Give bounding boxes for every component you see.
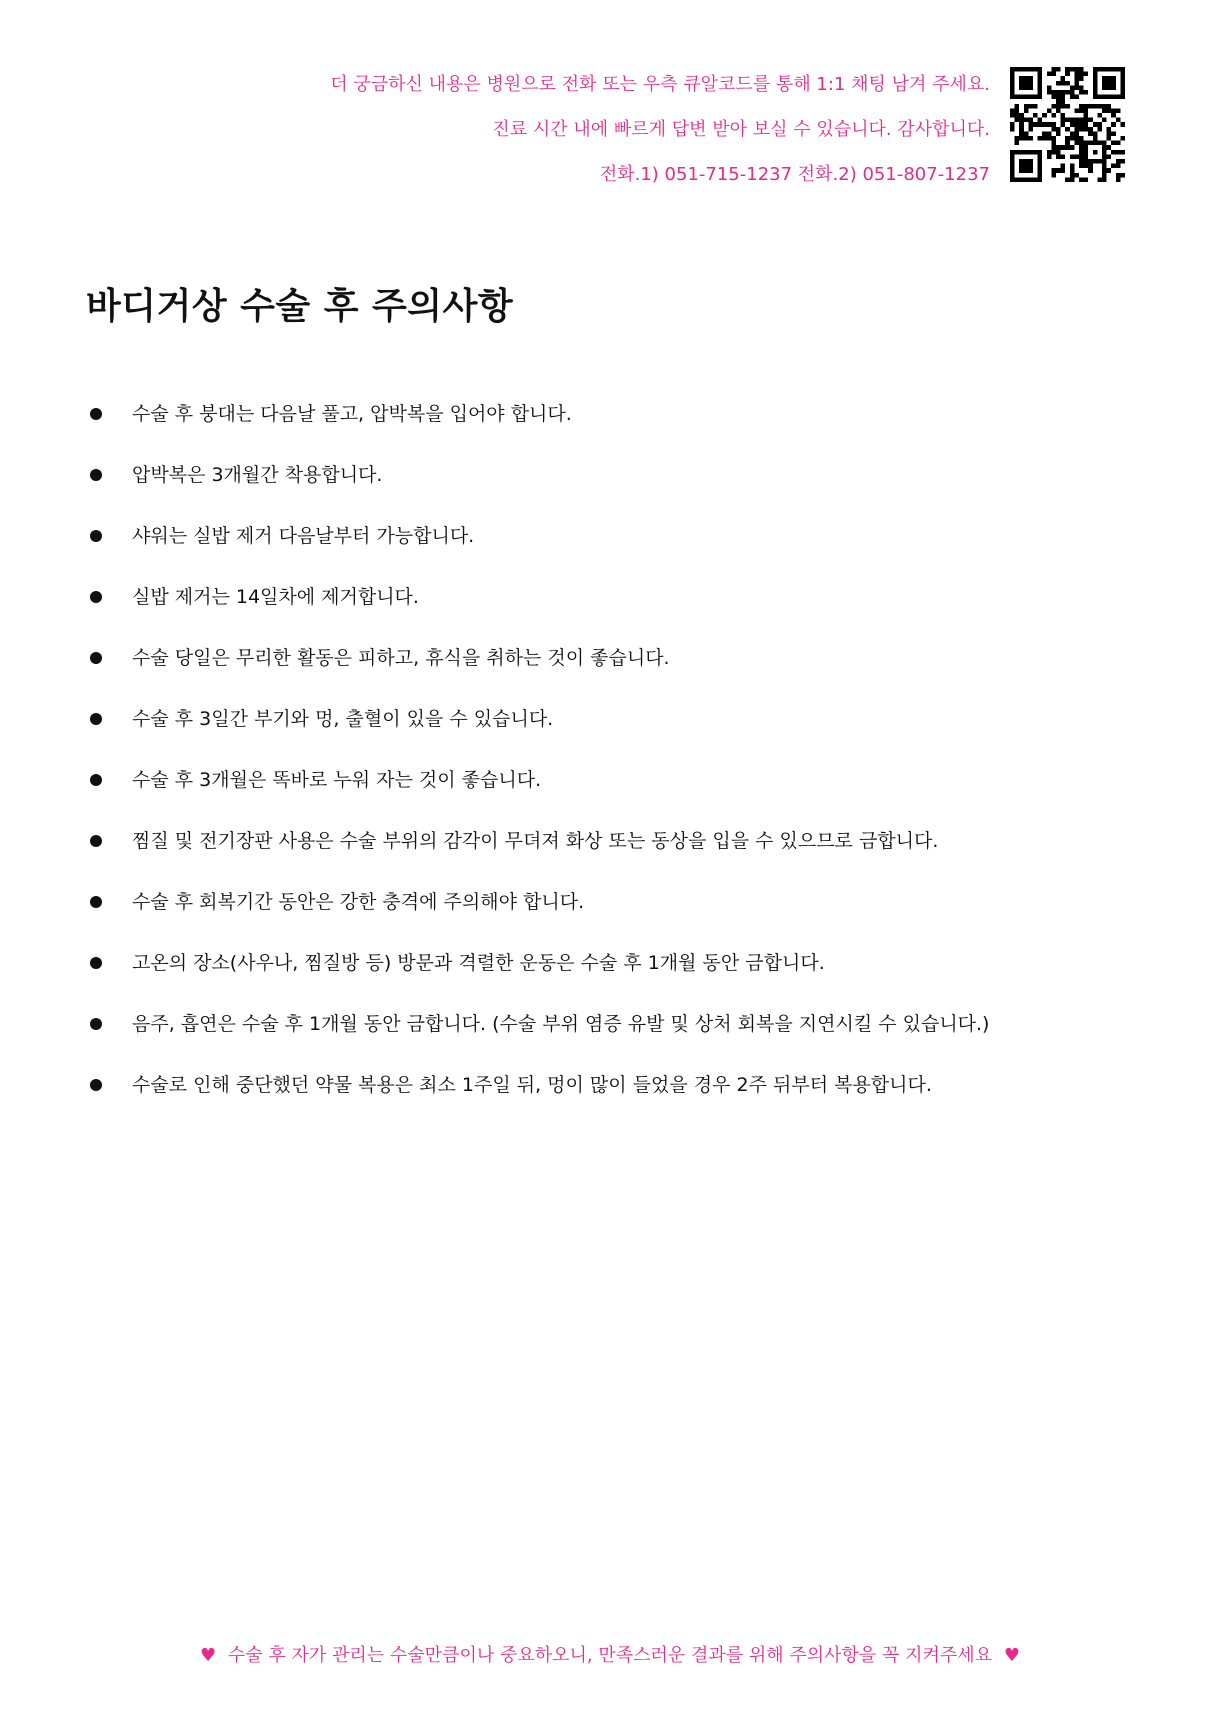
footer-reminder-text: 수술 후 자가 관리는 수술만큼이나 중요하오니, 만족스러운 결과를 위해 주의사항을 꼭 지켜주세요 [227, 1645, 993, 1666]
page-title: 바디거상 수술 후 주의사항 [86, 286, 514, 327]
list-item-text: 수술 후 붕대는 다음날 풀고, 압박복을 입어야 합니다. [132, 403, 572, 425]
list-item-text: 실밥 제거는 14일차에 제거합니다. [132, 586, 419, 608]
precautions-list [86, 400, 1146, 1132]
list-item-text: 고온의 장소(사우나, 찜질방 등) 방문과 격렬한 운동은 수술 후 1개월 동안 금합니다. [132, 952, 825, 974]
bullet-icon [90, 1079, 102, 1091]
list-item [86, 766, 1146, 827]
list-item [86, 400, 1146, 461]
list-item [86, 888, 1146, 949]
bullet-icon [90, 591, 102, 603]
list-item [86, 705, 1146, 766]
hospital-contact-info [130, 62, 990, 197]
list-item [86, 461, 1146, 522]
list-item-text: 압박복은 3개월간 착용합니다. [132, 464, 383, 486]
list-item-text: 찜질 및 전기장판 사용은 수술 부위의 감각이 무뎌져 화상 또는 동상을 입을 수 있으므로 금합니다. [132, 830, 939, 852]
footer-reminder [0, 1641, 1220, 1667]
bullet-icon [90, 408, 102, 420]
bullet-icon [90, 957, 102, 969]
bullet-icon [90, 835, 102, 847]
list-item [86, 1010, 1146, 1071]
bullet-icon [90, 1018, 102, 1030]
list-item-text: 수술 후 3일간 부기와 멍, 출혈이 있을 수 있습니다. [132, 708, 554, 730]
bullet-icon [90, 652, 102, 664]
list-item-text: 수술 후 3개월은 똑바로 누워 자는 것이 좋습니다. [132, 769, 542, 791]
list-item [86, 1071, 1146, 1132]
bullet-icon [90, 469, 102, 481]
bullet-icon [90, 896, 102, 908]
heart-icon: ♥ [200, 1645, 217, 1666]
list-item-text: 수술 후 회복기간 동안은 강한 충격에 주의해야 합니다. [132, 891, 585, 913]
bullet-icon [90, 774, 102, 786]
list-item [86, 827, 1146, 888]
bullet-icon [90, 530, 102, 542]
qr-code-icon[interactable] [1010, 67, 1125, 182]
bullet-icon [90, 713, 102, 725]
list-item-text: 수술로 인해 중단했던 약물 복용은 최소 1주일 뒤, 멍이 많이 들었을 경우 2주 뒤부터 복용합니다. [132, 1074, 932, 1096]
list-item-text: 샤워는 실밥 제거 다음날부터 가능합니다. [132, 525, 475, 547]
contact-line-inquiry: 더 궁금하신 내용은 병원으로 전화 또는 우측 큐알코드를 통해 1:1 채팅 남겨 주세요. [330, 74, 990, 95]
list-item-text: 음주, 흡연은 수술 후 1개월 동안 금합니다. (수술 부위 염증 유발 및 상처 회복을 지연시킬 수 있습니다.) [132, 1013, 990, 1035]
contact-line-phone-numbers: 전화.1) 051-715-1237 전화.2) 051-807-1237 [599, 164, 990, 185]
list-item-text: 수술 당일은 무리한 활동은 피하고, 휴식을 취하는 것이 좋습니다. [132, 647, 670, 669]
contact-line-response: 진료 시간 내에 빠르게 답변 받아 보실 수 있습니다. 감사합니다. [492, 119, 990, 140]
heart-icon: ♥ [1003, 1645, 1020, 1666]
list-item [86, 522, 1146, 583]
list-item [86, 949, 1146, 1010]
list-item [86, 644, 1146, 705]
list-item [86, 583, 1146, 644]
